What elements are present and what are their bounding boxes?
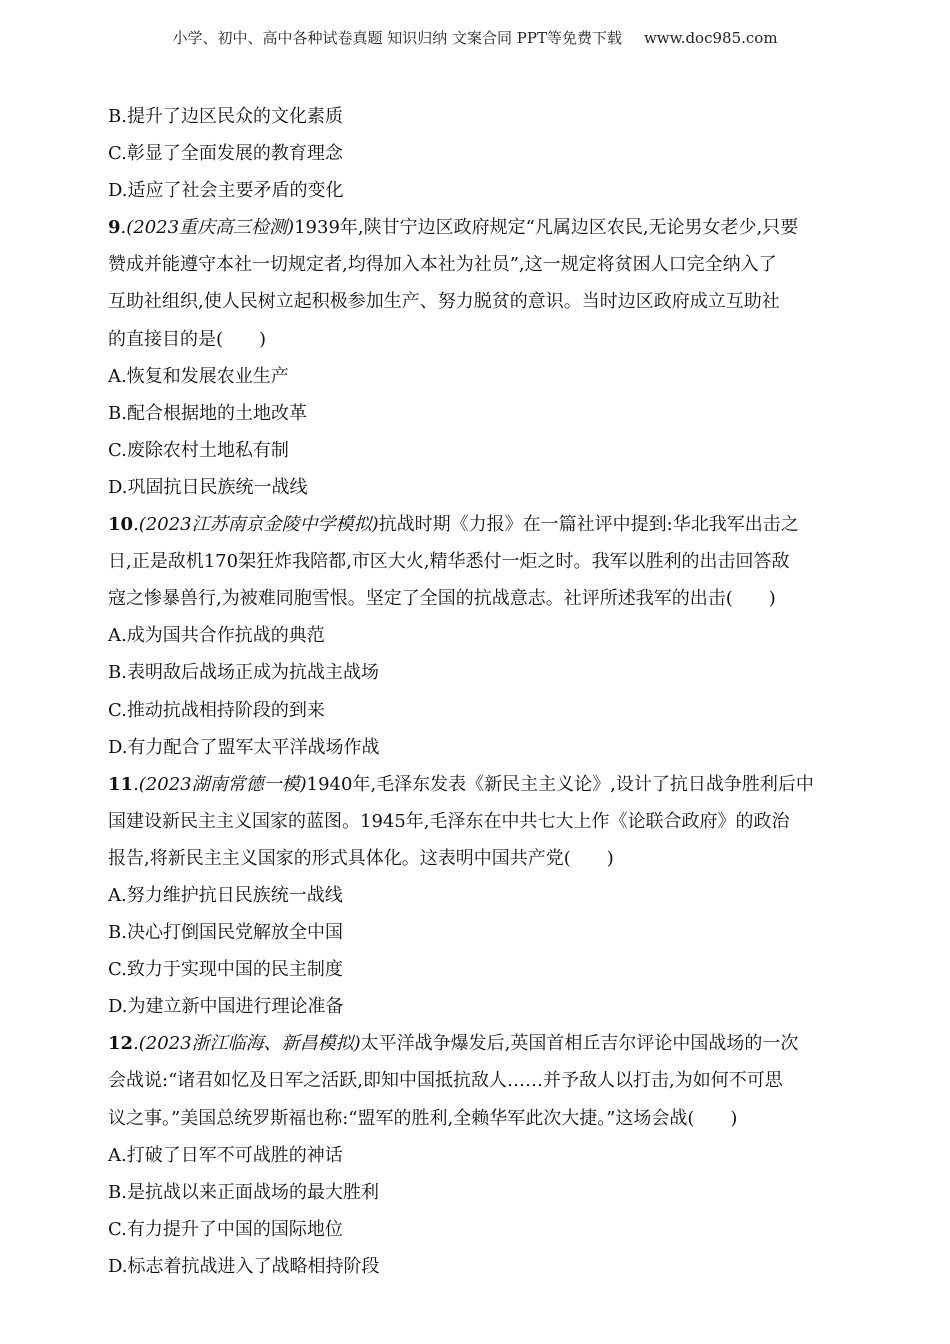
q8-option-b: B.提升了边区民众的文化素质 [108, 106, 343, 127]
q12-option-b: B.是抗战以来正面战场的最大胜利 [108, 1181, 379, 1203]
q9-stem-line-3: 互助社组织,使人民树立起积极参加生产、努力脱贫的意识。当时边区政府成立互助社 [108, 291, 780, 313]
q10-source: .(2023江苏南京金陵中学模拟) [133, 514, 379, 536]
q11-stem-line-2: 国建设新民主主义国家的蓝图。1945年,毛泽东在中共七大上作《论联合政府》的政治 [108, 810, 790, 832]
q10-option-a: A.成为国共合作抗战的典范 [108, 625, 325, 647]
q12-stem-line-1: 12.(2023浙江临海、新昌模拟)太平洋战争爆发后,英国首相丘吉尔评论中国战场的一次 [108, 1033, 799, 1055]
q12-option-c: C.有力提升了中国的国际地位 [108, 1218, 343, 1240]
q10-option-c: C.推动抗战相持阶段的到来 [108, 699, 325, 721]
q9-option-b: B.配合根据地的土地改革 [108, 402, 307, 424]
q9-number: 9 [108, 217, 121, 239]
q12-option-a: A.打破了日军不可战胜的神话 [108, 1144, 343, 1166]
q9-option-a: A.恢复和发展农业生产 [108, 365, 289, 387]
q12-stem-line-3: 议之事。”美国总统罗斯福也称:“盟军的胜利,全赖华军此次大捷。”这场会战( ) [108, 1107, 738, 1129]
q11-option-b: B.决心打倒国民党解放全中国 [108, 922, 343, 944]
q10-stem-line-1: 10.(2023江苏南京金陵中学模拟)抗战时期《力报》在一篇社评中提到:华北我军出击之 [108, 514, 799, 536]
q10-stem-line-2: 日,正是敌机170架狂炸我陪都,市区大火,精华悉付一炬之时。我军以胜利的出击回答敌 [108, 551, 790, 573]
q9-stem-line-1: 9.(2023重庆高三检测)1939年,陕甘宁边区政府规定“凡属边区农民,无论男女老少,只要 [108, 217, 799, 239]
q11-option-a: A.努力维护抗日民族统一战线 [108, 884, 343, 906]
q12-number: 12 [108, 1033, 134, 1055]
q8-option-d: D.适应了社会主要矛盾的变化 [108, 180, 344, 202]
q10-number: 10 [108, 514, 134, 536]
q12-option-d: D.标志着抗战进入了战略相持阶段 [108, 1255, 380, 1277]
header-site: www.doc985.com [643, 29, 778, 47]
page-header [0, 26, 950, 50]
q10-option-d: D.有力配合了盟军太平洋战场作战 [108, 736, 380, 758]
q11-stem-line-3: 报告,将新民主主义国家的形式具体化。这表明中国共产党( ) [108, 847, 614, 869]
q9-source: .(2023重庆高三检测) [120, 217, 295, 239]
q12-source: .(2023浙江临海、新昌模拟) [133, 1033, 361, 1055]
q9-stem-line-2: 赞成并能遵守本社一切规定者,均得加入本社为社员”,这一规定将贫困人口完全纳入了 [108, 254, 777, 276]
q11-option-d: D.为建立新中国进行理论准备 [108, 996, 344, 1018]
q10-option-b: B.表明敌后战场正成为抗战主战场 [108, 662, 379, 684]
q12-stem-line-2: 会战说:“诸君如忆及日军之活跃,即知中国抵抗敌人……并予敌人以打击,为如何不可思 [108, 1070, 783, 1092]
q11-option-c: C.致力于实现中国的民主制度 [108, 959, 343, 981]
q9-stem-line-4: 的直接目的是( ) [108, 328, 267, 350]
q11-source: .(2023湖南常德一模) [133, 773, 307, 795]
header-text: 小学、初中、高中各种试卷真题 知识归纳 文案合同 PPT等免费下载 [172, 29, 622, 47]
page-content [108, 98, 842, 1285]
q10-stem-line-3: 寇之惨暴兽行,为被难同胞雪恨。坚定了全国的抗战意志。社评所述我军的出击( ) [108, 588, 776, 610]
q11-number: 11 [108, 773, 134, 795]
q11-stem-line-1: 11.(2023湖南常德一模)1940年,毛泽东发表《新民主主义论》,设计了抗日战争胜利后中 [108, 773, 814, 795]
q9-option-d: D.巩固抗日民族统一战线 [108, 476, 308, 498]
q8-option-c: C.彰显了全面发展的教育理念 [108, 143, 343, 165]
q9-option-c: C.废除农村土地私有制 [108, 439, 289, 461]
